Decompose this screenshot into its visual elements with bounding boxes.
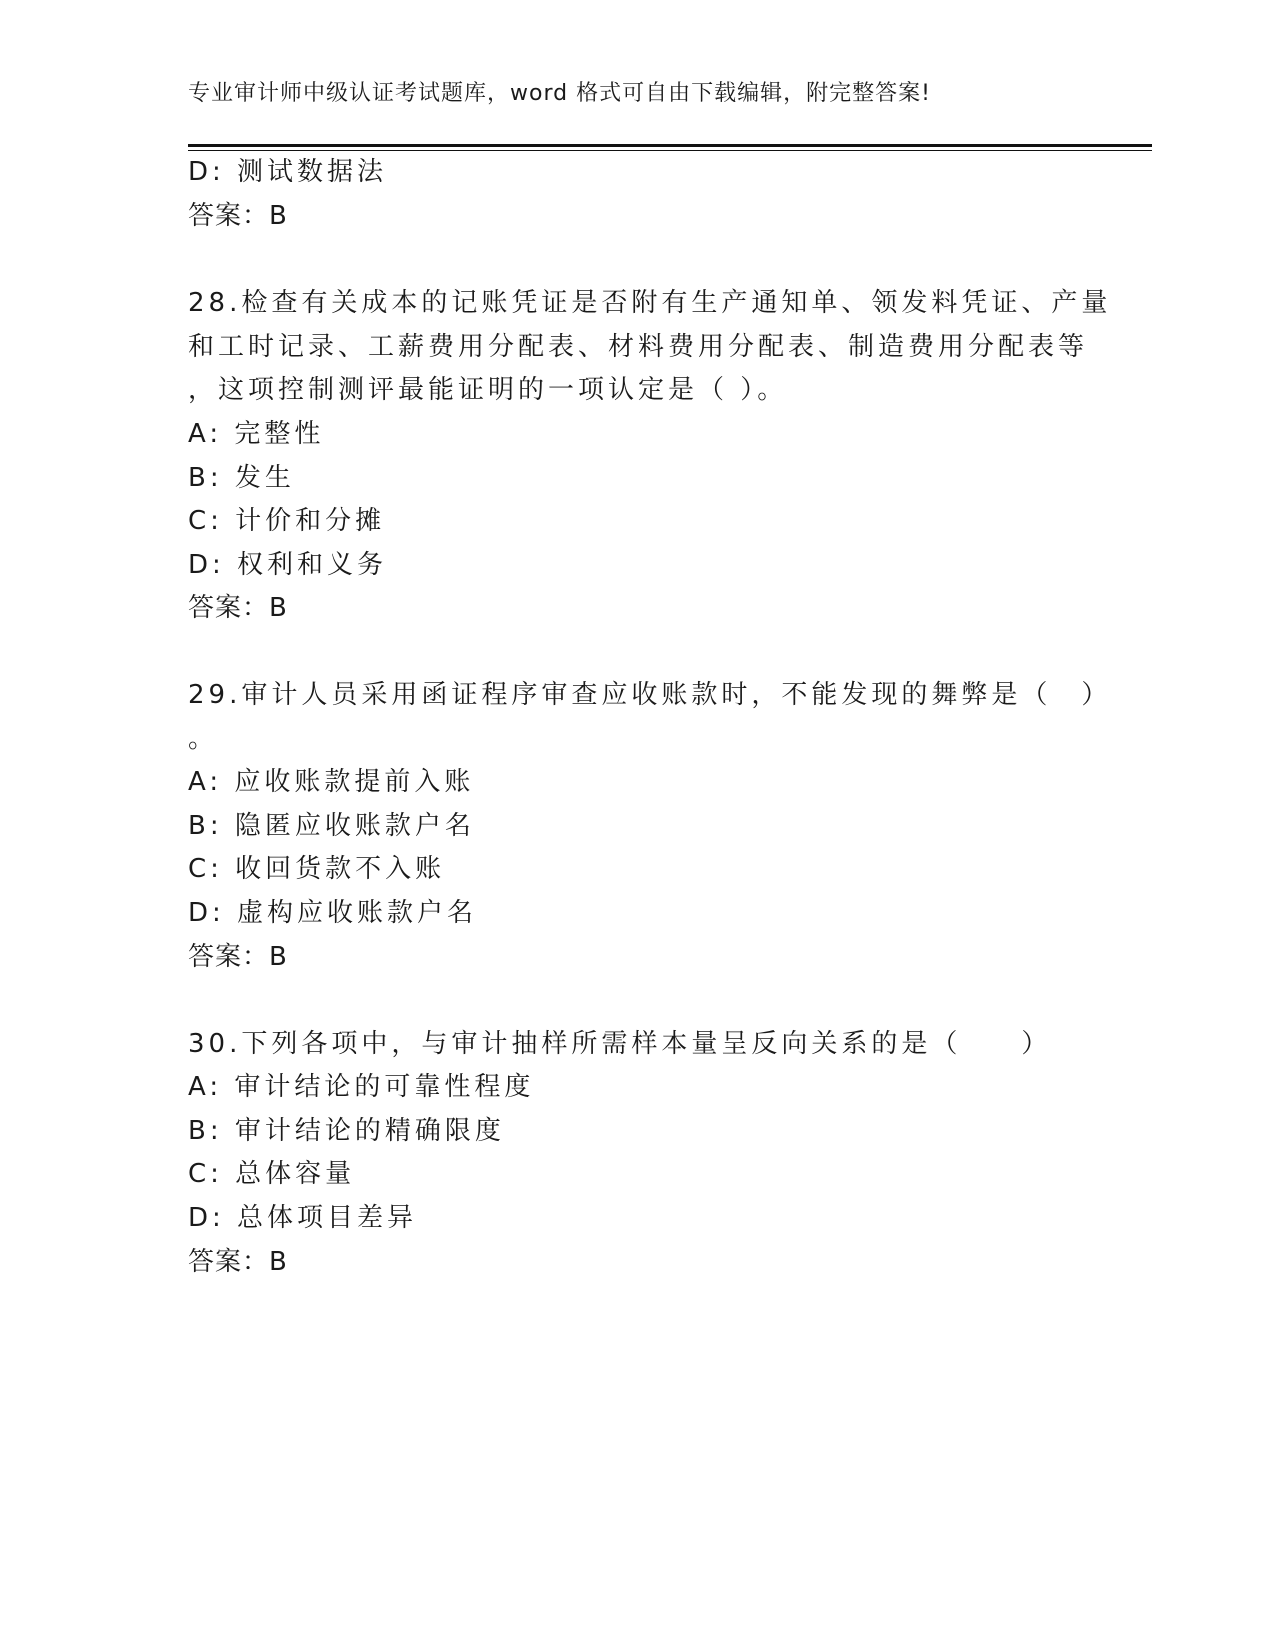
q29-stem-line-1: 29.审计人员采用函证程序审查应收账款时，不能发现的舞弊是（ ） bbox=[188, 680, 1112, 710]
q29-answer: 答案：B bbox=[188, 942, 288, 972]
prev-answer: 答案：B bbox=[188, 201, 288, 231]
page-header: 专业审计师中级认证考试题库，word 格式可自由下载编辑，附完整答案! bbox=[188, 81, 931, 106]
q30-option-c: C: 总体容量 bbox=[188, 1159, 356, 1189]
header-rule-thick bbox=[188, 144, 1152, 147]
q28-option-a: A: 完整性 bbox=[188, 419, 325, 449]
q29-option-c: C: 收回货款不入账 bbox=[188, 854, 446, 884]
q29-option-b: B: 隐匿应收账款户名 bbox=[188, 811, 475, 841]
q28-answer: 答案：B bbox=[188, 593, 288, 623]
q29-option-d: D: 虚构应收账款户名 bbox=[188, 898, 478, 928]
header-rule-thin bbox=[188, 150, 1152, 151]
q30-stem-line-1: 30.下列各项中，与审计抽样所需样本量呈反向关系的是（ ） bbox=[188, 1029, 1052, 1059]
q30-option-b: B: 审计结论的精确限度 bbox=[188, 1116, 505, 1146]
q28-option-d: D: 权利和义务 bbox=[188, 550, 388, 580]
q28-stem-line-1: 28.检查有关成本的记账凭证是否附有生产通知单、领发料凭证、产量 bbox=[188, 288, 1112, 318]
q28-option-b: B: 发生 bbox=[188, 463, 295, 493]
prev-option-d: D: 测试数据法 bbox=[188, 157, 388, 187]
q29-option-a: A: 应收账款提前入账 bbox=[188, 767, 475, 797]
q30-answer: 答案：B bbox=[188, 1247, 288, 1277]
q30-option-d: D: 总体项目差异 bbox=[188, 1203, 418, 1233]
q28-stem-line-2: 和工时记录、工薪费用分配表、材料费用分配表、制造费用分配表等 bbox=[188, 332, 1089, 362]
q29-stem-line-2: 。 bbox=[188, 724, 219, 754]
q30-option-a: A: 审计结论的可靠性程度 bbox=[188, 1072, 535, 1102]
q28-option-c: C: 计价和分摊 bbox=[188, 506, 386, 536]
q28-stem-line-3: ，这项控制测评最能证明的一项认定是（ ）。 bbox=[188, 375, 788, 405]
